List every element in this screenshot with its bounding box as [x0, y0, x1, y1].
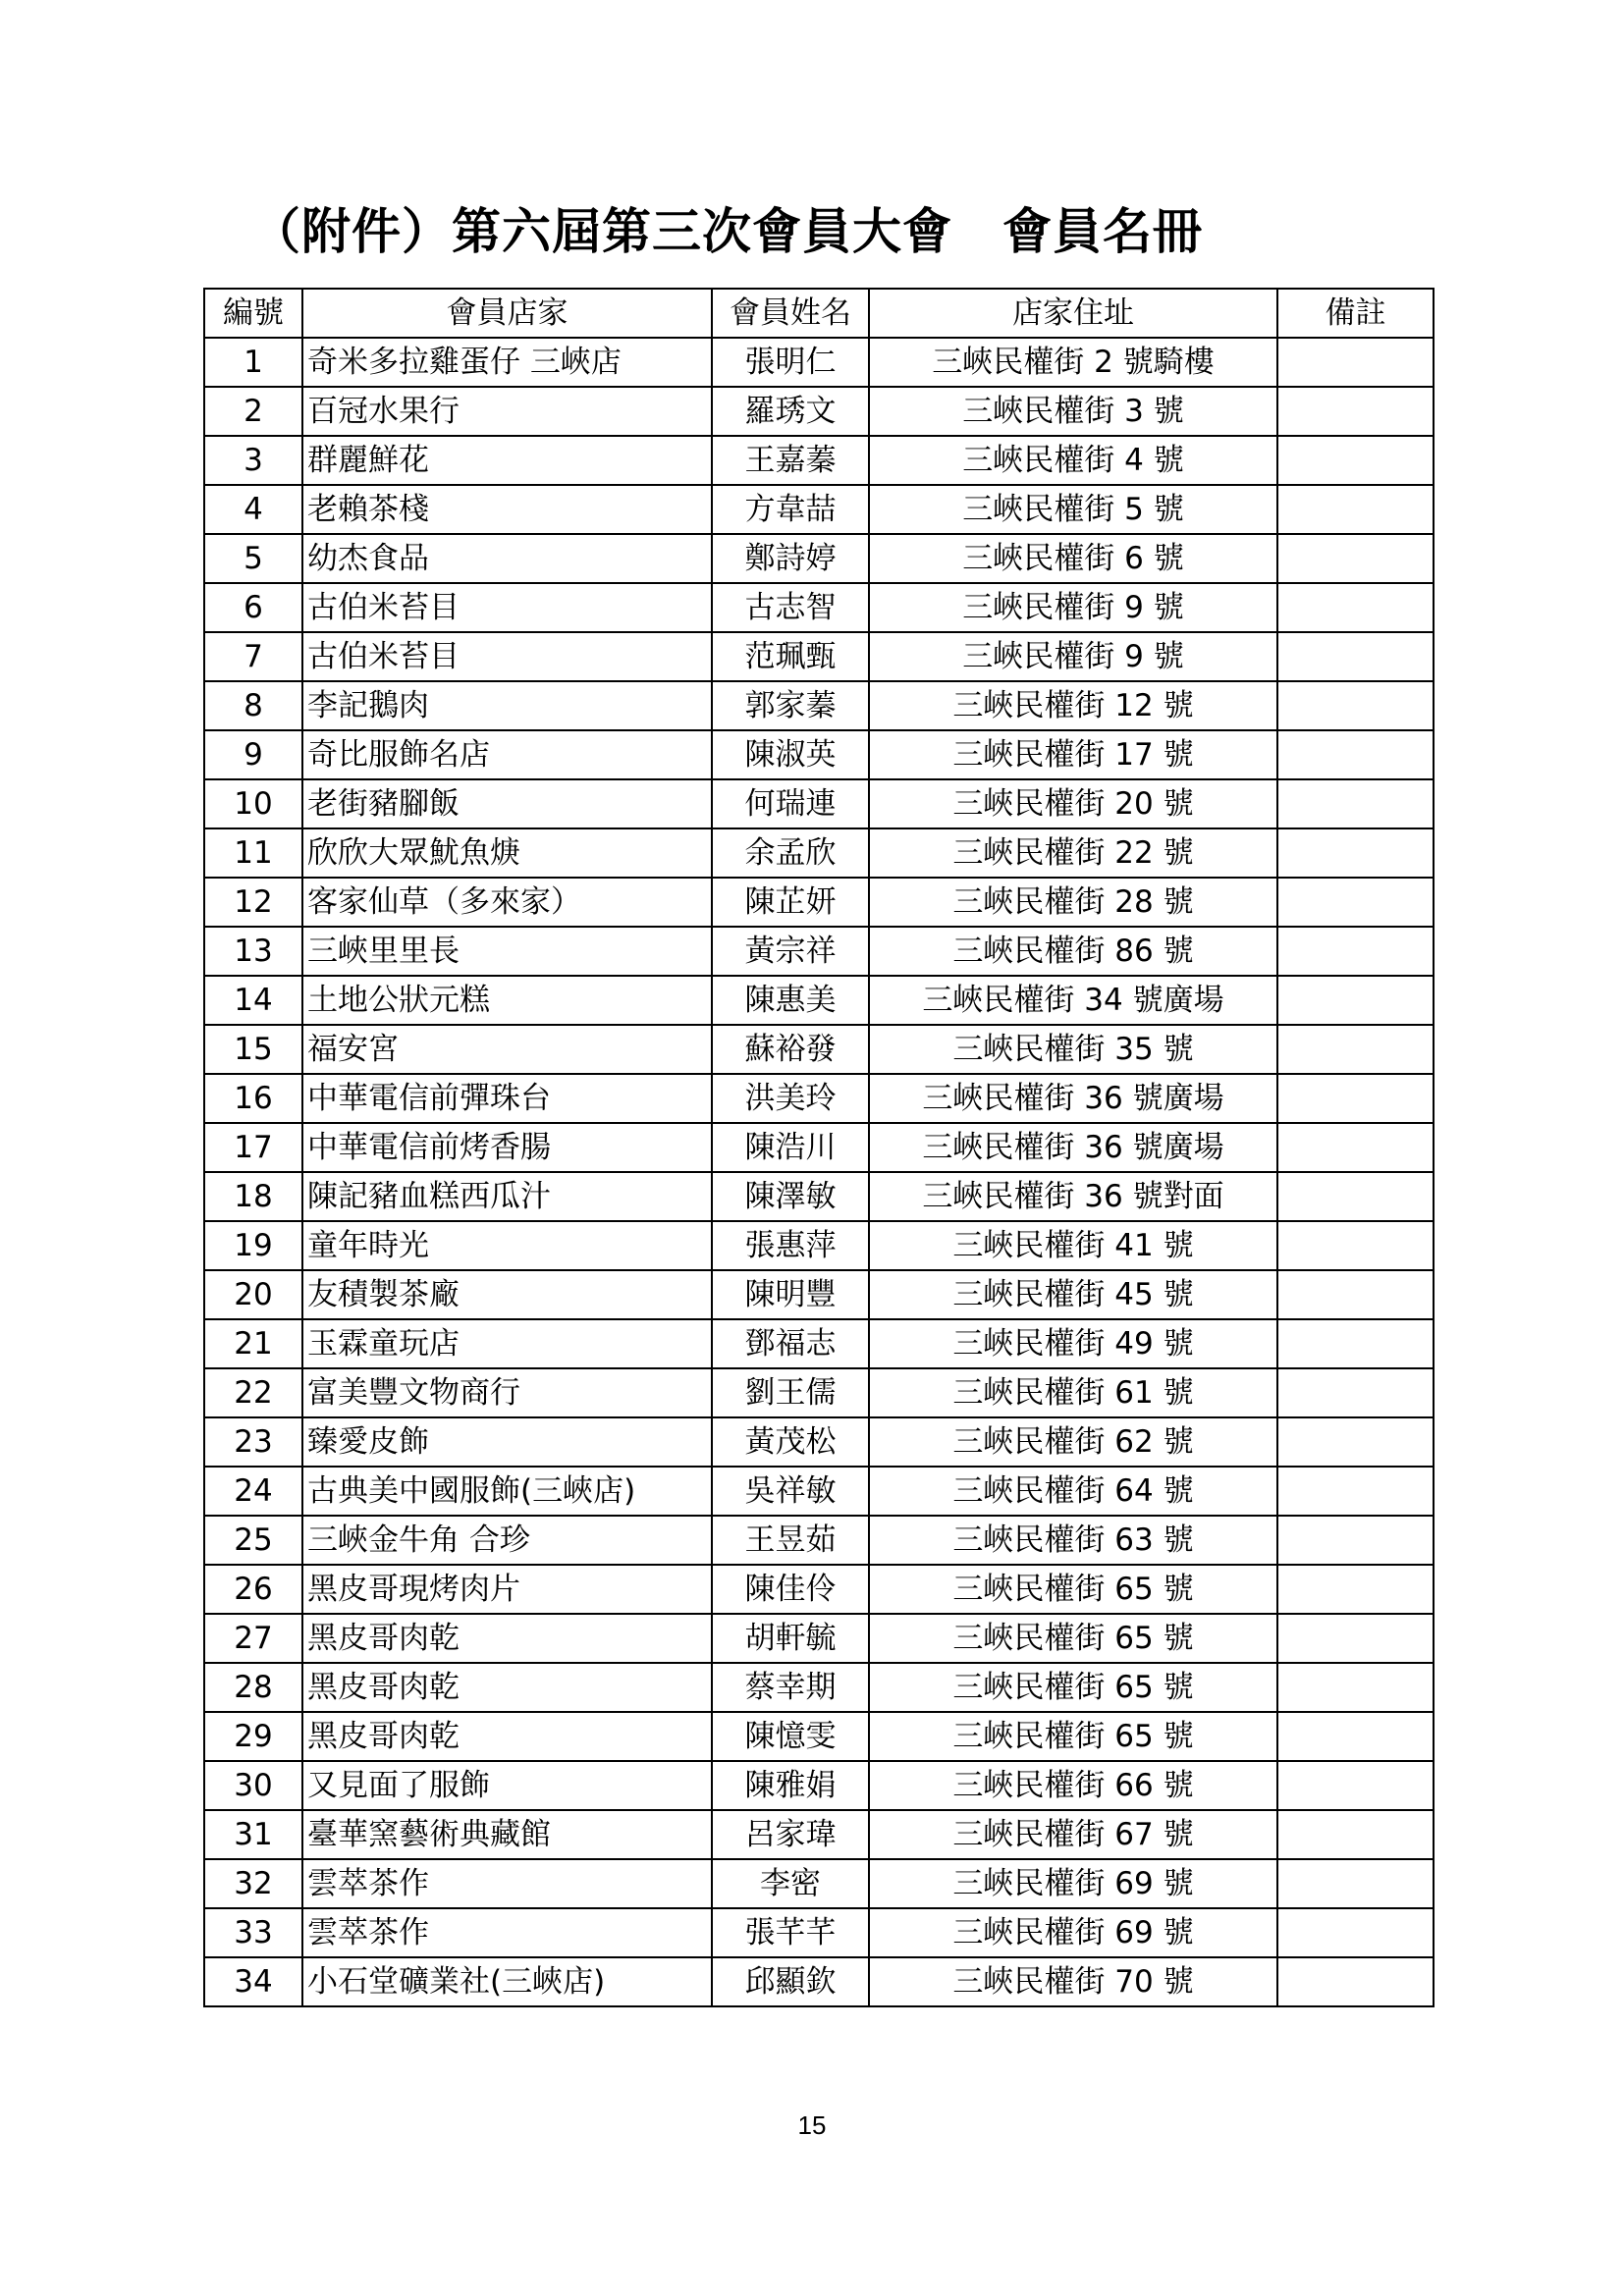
- table-row: [204, 976, 1434, 1025]
- cell-remarks: [1277, 1565, 1434, 1614]
- table-row: [204, 632, 1434, 681]
- cell-number: 16: [204, 1074, 302, 1123]
- table-body: [204, 338, 1434, 2006]
- cell-number: 27: [204, 1614, 302, 1663]
- cell-member-store: 陳記豬血糕西瓜汁: [302, 1172, 712, 1221]
- cell-store-address: 三峽民權街 65 號: [869, 1614, 1277, 1663]
- cell-member-name: 郭家蓁: [712, 681, 869, 730]
- cell-store-address: 三峽民權街 45 號: [869, 1270, 1277, 1319]
- cell-store-address: 三峽民權街 2 號騎樓: [869, 338, 1277, 387]
- cell-member-name: 蘇裕發: [712, 1025, 869, 1074]
- table-row: [204, 681, 1434, 730]
- page-number: 15: [797, 2110, 827, 2140]
- cell-member-store: 群麗鮮花: [302, 436, 712, 485]
- cell-number: 33: [204, 1908, 302, 1957]
- cell-remarks: [1277, 1467, 1434, 1516]
- cell-member-store: 中華電信前烤香腸: [302, 1123, 712, 1172]
- cell-number: 10: [204, 779, 302, 828]
- cell-number: 5: [204, 534, 302, 583]
- cell-store-address: 三峽民權街 62 號: [869, 1417, 1277, 1467]
- cell-member-name: 張芊芊: [712, 1908, 869, 1957]
- table-row: [204, 779, 1434, 828]
- cell-member-store: 玉霖童玩店: [302, 1319, 712, 1368]
- cell-store-address: 三峽民權街 28 號: [869, 878, 1277, 927]
- cell-store-address: 三峽民權街 20 號: [869, 779, 1277, 828]
- cell-store-address: 三峽民權街 65 號: [869, 1565, 1277, 1614]
- cell-member-store: 欣欣大眾魷魚焿: [302, 828, 712, 878]
- cell-store-address: 三峽民權街 5 號: [869, 485, 1277, 534]
- table-row: [204, 1663, 1434, 1712]
- table-row: [204, 1172, 1434, 1221]
- cell-number: 31: [204, 1810, 302, 1859]
- cell-member-store: 三峽里里長: [302, 927, 712, 976]
- cell-store-address: 三峽民權街 86 號: [869, 927, 1277, 976]
- cell-member-store: 老賴茶棧: [302, 485, 712, 534]
- cell-store-address: 三峽民權街 69 號: [869, 1859, 1277, 1908]
- cell-store-address: 三峽民權街 36 號廣場: [869, 1123, 1277, 1172]
- cell-member-store: 古典美中國服飾(三峽店): [302, 1467, 712, 1516]
- cell-store-address: 三峽民權街 41 號: [869, 1221, 1277, 1270]
- cell-member-store: 富美豐文物商行: [302, 1368, 712, 1417]
- cell-number: 22: [204, 1368, 302, 1417]
- cell-remarks: [1277, 927, 1434, 976]
- table-row: [204, 1417, 1434, 1467]
- cell-remarks: [1277, 1270, 1434, 1319]
- cell-member-store: 臻愛皮飾: [302, 1417, 712, 1467]
- cell-remarks: [1277, 1712, 1434, 1761]
- table-row: [204, 1614, 1434, 1663]
- cell-member-name: 張明仁: [712, 338, 869, 387]
- header-store-address: 店家住址: [869, 289, 1277, 338]
- cell-store-address: 三峽民權街 69 號: [869, 1908, 1277, 1957]
- cell-member-name: 王嘉蓁: [712, 436, 869, 485]
- cell-member-store: 幼杰食品: [302, 534, 712, 583]
- cell-member-name: 范珮甄: [712, 632, 869, 681]
- cell-number: 20: [204, 1270, 302, 1319]
- cell-remarks: [1277, 1908, 1434, 1957]
- table-row: [204, 1859, 1434, 1908]
- cell-remarks: [1277, 1319, 1434, 1368]
- cell-member-name: 鄧福志: [712, 1319, 869, 1368]
- cell-number: 17: [204, 1123, 302, 1172]
- cell-member-store: 中華電信前彈珠台: [302, 1074, 712, 1123]
- cell-number: 21: [204, 1319, 302, 1368]
- header-remarks: 備註: [1277, 289, 1434, 338]
- cell-number: 14: [204, 976, 302, 1025]
- header-member-name: 會員姓名: [712, 289, 869, 338]
- cell-number: 26: [204, 1565, 302, 1614]
- cell-remarks: [1277, 387, 1434, 436]
- cell-member-name: 何瑞連: [712, 779, 869, 828]
- cell-member-store: 臺華窯藝術典藏館: [302, 1810, 712, 1859]
- cell-remarks: [1277, 1663, 1434, 1712]
- cell-member-store: 客家仙草（多來家）: [302, 878, 712, 927]
- member-roster-table: [203, 288, 1435, 2007]
- cell-member-store: 黑皮哥肉乾: [302, 1712, 712, 1761]
- cell-remarks: [1277, 534, 1434, 583]
- cell-number: 12: [204, 878, 302, 927]
- table-row: [204, 1467, 1434, 1516]
- cell-number: 8: [204, 681, 302, 730]
- cell-number: 19: [204, 1221, 302, 1270]
- table-row: [204, 534, 1434, 583]
- cell-member-name: 方韋喆: [712, 485, 869, 534]
- cell-member-name: 王昱茹: [712, 1516, 869, 1565]
- cell-member-name: 呂家瑋: [712, 1810, 869, 1859]
- cell-remarks: [1277, 1810, 1434, 1859]
- table-row: [204, 1074, 1434, 1123]
- cell-store-address: 三峽民權街 4 號: [869, 436, 1277, 485]
- cell-remarks: [1277, 878, 1434, 927]
- cell-member-store: 雲萃茶作: [302, 1908, 712, 1957]
- table-row: [204, 338, 1434, 387]
- cell-store-address: 三峽民權街 36 號對面: [869, 1172, 1277, 1221]
- cell-number: 34: [204, 1957, 302, 2006]
- table-row: [204, 1810, 1434, 1859]
- cell-member-store: 黑皮哥現烤肉片: [302, 1565, 712, 1614]
- cell-store-address: 三峽民權街 9 號: [869, 583, 1277, 632]
- table-row: [204, 1319, 1434, 1368]
- cell-member-name: 胡軒毓: [712, 1614, 869, 1663]
- table-row: [204, 1270, 1434, 1319]
- cell-member-name: 陳佳伶: [712, 1565, 869, 1614]
- cell-remarks: [1277, 1859, 1434, 1908]
- cell-remarks: [1277, 1221, 1434, 1270]
- cell-member-store: 奇米多拉雞蛋仔 三峽店: [302, 338, 712, 387]
- cell-number: 1: [204, 338, 302, 387]
- cell-remarks: [1277, 976, 1434, 1025]
- cell-store-address: 三峽民權街 17 號: [869, 730, 1277, 779]
- table-row: [204, 1025, 1434, 1074]
- table-row: [204, 485, 1434, 534]
- cell-remarks: [1277, 1123, 1434, 1172]
- table-row: [204, 1221, 1434, 1270]
- cell-number: 4: [204, 485, 302, 534]
- cell-member-name: 陳惠美: [712, 976, 869, 1025]
- table-row: [204, 1368, 1434, 1417]
- cell-remarks: [1277, 828, 1434, 878]
- table-row: [204, 730, 1434, 779]
- cell-store-address: 三峽民權街 61 號: [869, 1368, 1277, 1417]
- cell-store-address: 三峽民權街 64 號: [869, 1467, 1277, 1516]
- cell-member-store: 黑皮哥肉乾: [302, 1614, 712, 1663]
- cell-member-name: 蔡幸期: [712, 1663, 869, 1712]
- cell-member-name: 陳淑英: [712, 730, 869, 779]
- header-number: 編號: [204, 289, 302, 338]
- cell-store-address: 三峽民權街 36 號廣場: [869, 1074, 1277, 1123]
- cell-store-address: 三峽民權街 9 號: [869, 632, 1277, 681]
- cell-number: 9: [204, 730, 302, 779]
- cell-member-store: 土地公狀元糕: [302, 976, 712, 1025]
- table-header-row: [204, 289, 1434, 338]
- cell-member-name: 陳澤敏: [712, 1172, 869, 1221]
- cell-number: 25: [204, 1516, 302, 1565]
- cell-number: 13: [204, 927, 302, 976]
- cell-remarks: [1277, 583, 1434, 632]
- cell-member-store: 又見面了服飾: [302, 1761, 712, 1810]
- table-row: [204, 878, 1434, 927]
- cell-member-store: 福安宮: [302, 1025, 712, 1074]
- cell-member-store: 奇比服飾名店: [302, 730, 712, 779]
- cell-member-store: 童年時光: [302, 1221, 712, 1270]
- cell-member-name: 陳芷妍: [712, 878, 869, 927]
- document-title: （附件）第六屆第三次會員大會 會員名冊: [251, 202, 1203, 260]
- cell-member-store: 友積製茶廠: [302, 1270, 712, 1319]
- cell-member-store: 三峽金牛角 合珍: [302, 1516, 712, 1565]
- table-row: [204, 583, 1434, 632]
- cell-member-name: 邱顯欽: [712, 1957, 869, 2006]
- cell-remarks: [1277, 1025, 1434, 1074]
- table-row: [204, 1957, 1434, 2006]
- cell-remarks: [1277, 1516, 1434, 1565]
- cell-member-name: 余孟欣: [712, 828, 869, 878]
- cell-store-address: 三峽民權街 12 號: [869, 681, 1277, 730]
- cell-remarks: [1277, 779, 1434, 828]
- cell-remarks: [1277, 1172, 1434, 1221]
- table-row: [204, 828, 1434, 878]
- cell-store-address: 三峽民權街 34 號廣場: [869, 976, 1277, 1025]
- cell-store-address: 三峽民權街 49 號: [869, 1319, 1277, 1368]
- cell-number: 28: [204, 1663, 302, 1712]
- cell-remarks: [1277, 485, 1434, 534]
- table-row: [204, 927, 1434, 976]
- cell-store-address: 三峽民權街 67 號: [869, 1810, 1277, 1859]
- cell-member-store: 李記鵝肉: [302, 681, 712, 730]
- table-row: [204, 387, 1434, 436]
- cell-remarks: [1277, 1368, 1434, 1417]
- cell-member-name: 黃宗祥: [712, 927, 869, 976]
- cell-member-store: 小石堂礦業社(三峽店): [302, 1957, 712, 2006]
- cell-member-name: 古志智: [712, 583, 869, 632]
- cell-member-name: 吳祥敏: [712, 1467, 869, 1516]
- cell-member-name: 陳明豐: [712, 1270, 869, 1319]
- cell-remarks: [1277, 1614, 1434, 1663]
- cell-member-name: 劉王儒: [712, 1368, 869, 1417]
- table-row: [204, 1123, 1434, 1172]
- cell-remarks: [1277, 338, 1434, 387]
- cell-store-address: 三峽民權街 22 號: [869, 828, 1277, 878]
- cell-store-address: 三峽民權街 63 號: [869, 1516, 1277, 1565]
- table-row: [204, 1565, 1434, 1614]
- cell-number: 30: [204, 1761, 302, 1810]
- cell-number: 18: [204, 1172, 302, 1221]
- cell-store-address: 三峽民權街 70 號: [869, 1957, 1277, 2006]
- cell-member-name: 陳浩川: [712, 1123, 869, 1172]
- cell-number: 15: [204, 1025, 302, 1074]
- table-row: [204, 1761, 1434, 1810]
- cell-member-name: 張惠萍: [712, 1221, 869, 1270]
- cell-number: 2: [204, 387, 302, 436]
- cell-remarks: [1277, 730, 1434, 779]
- cell-member-store: 百冠水果行: [302, 387, 712, 436]
- cell-member-name: 黃茂松: [712, 1417, 869, 1467]
- cell-remarks: [1277, 681, 1434, 730]
- cell-number: 29: [204, 1712, 302, 1761]
- cell-member-name: 羅琇文: [712, 387, 869, 436]
- cell-remarks: [1277, 1957, 1434, 2006]
- cell-number: 32: [204, 1859, 302, 1908]
- cell-number: 3: [204, 436, 302, 485]
- cell-number: 11: [204, 828, 302, 878]
- cell-member-store: 古伯米苔目: [302, 583, 712, 632]
- cell-store-address: 三峽民權街 65 號: [869, 1663, 1277, 1712]
- table-row: [204, 1712, 1434, 1761]
- cell-remarks: [1277, 632, 1434, 681]
- cell-member-store: 老街豬腳飯: [302, 779, 712, 828]
- cell-member-store: 雲萃茶作: [302, 1859, 712, 1908]
- table-row: [204, 436, 1434, 485]
- cell-number: 24: [204, 1467, 302, 1516]
- cell-member-name: 李密: [712, 1859, 869, 1908]
- cell-member-name: 陳雅娟: [712, 1761, 869, 1810]
- cell-member-store: 古伯米苔目: [302, 632, 712, 681]
- cell-remarks: [1277, 436, 1434, 485]
- cell-remarks: [1277, 1417, 1434, 1467]
- cell-store-address: 三峽民權街 35 號: [869, 1025, 1277, 1074]
- cell-store-address: 三峽民權街 66 號: [869, 1761, 1277, 1810]
- cell-store-address: 三峽民權街 3 號: [869, 387, 1277, 436]
- cell-remarks: [1277, 1074, 1434, 1123]
- cell-store-address: 三峽民權街 6 號: [869, 534, 1277, 583]
- cell-member-store: 黑皮哥肉乾: [302, 1663, 712, 1712]
- cell-number: 23: [204, 1417, 302, 1467]
- cell-remarks: [1277, 1761, 1434, 1810]
- table-row: [204, 1516, 1434, 1565]
- header-member-store: 會員店家: [302, 289, 712, 338]
- cell-member-name: 洪美玲: [712, 1074, 869, 1123]
- cell-number: 7: [204, 632, 302, 681]
- cell-store-address: 三峽民權街 65 號: [869, 1712, 1277, 1761]
- cell-member-name: 鄭詩婷: [712, 534, 869, 583]
- cell-number: 6: [204, 583, 302, 632]
- cell-member-name: 陳憶雯: [712, 1712, 869, 1761]
- table-row: [204, 1908, 1434, 1957]
